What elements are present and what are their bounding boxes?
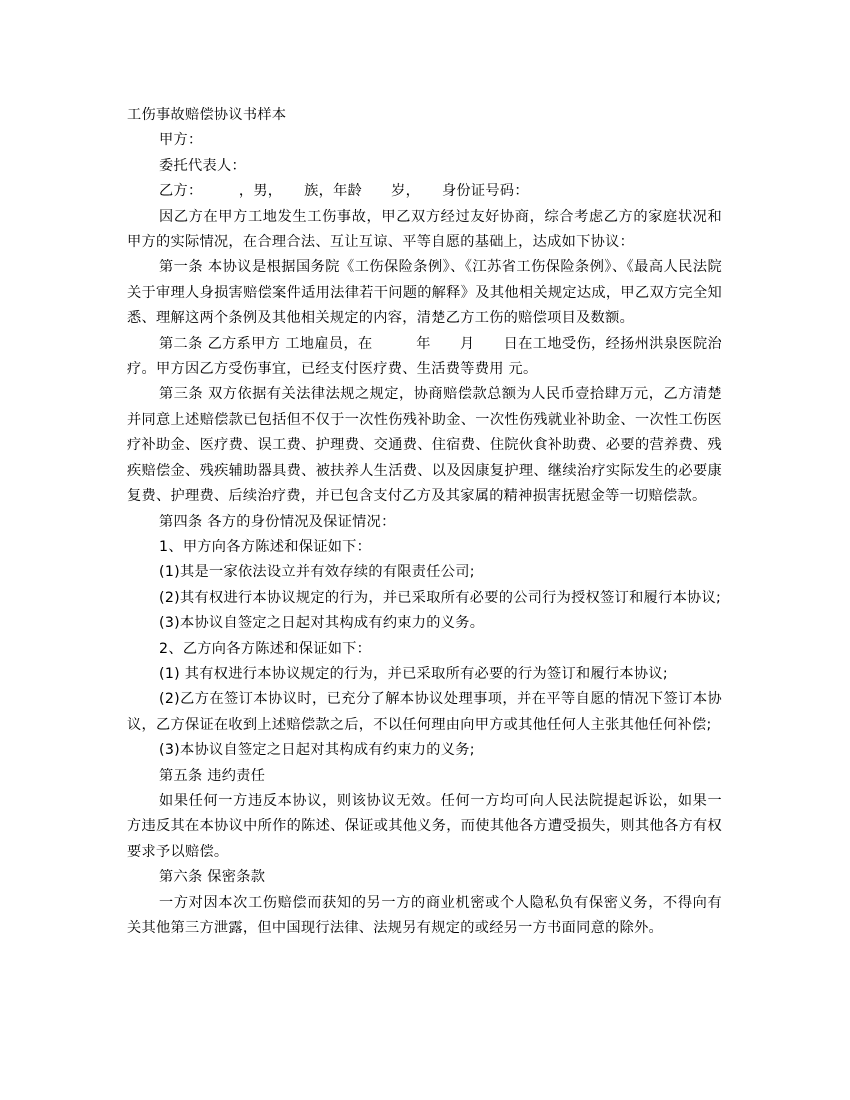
article-6-body: 一方对因本次工伤赔偿而获知的另一方的商业机密或个人隐私负有保密义务，不得向有关其他第三方泄露，但中国现行法律、法规另有规定的或经另一方书面同意的除外。 [127, 894, 722, 936]
article-2: 第二条 乙方系甲方 工地雇员，在 年 月 日在工地受伤，经扬州洪泉医院治疗。甲方因乙方受伤事宜，已经支付医疗费、生活费等费用 元。 [127, 335, 722, 378]
party-b-line: 乙方： ，男， 族，年龄 岁， 身份证号码： [159, 183, 529, 200]
article-3: 第三条 双方依据有关法律法规之规定，协商赔偿款总额为人民币壹拾肆万元，乙方清楚并同意上述赔偿款已包括但不仅于一次性伤残补助金、一次性伤残就业补助金、一次性工伤医疗补助金、医疗费、误工费、护理费、交通费、住宿费、住院伙食补助费、必要的营养费、残疾赔偿金、残疾辅助器具费、被扶养人生活费、以及因康复护理、继续治疗实际发生的必要康复费、护理费、后续治疗费，并已包含支付乙方及其家属的精神损害抚慰金等一切赔偿款。 [127, 386, 722, 505]
party-a-warranty-1: (1)其是一家依法设立并有效存续的有限责任公司; [159, 564, 475, 581]
preamble-paragraph: 因乙方在甲方工地发生工伤事故，甲乙双方经过友好协商，综合考虑乙方的家庭状况和甲方的实际情况，在合理合法、互让互谅、平等自愿的基础上，达成如下协议： [127, 208, 722, 251]
party-a-warranty-heading: 1、甲方向各方陈述和保证如下： [159, 538, 372, 555]
article-5-heading: 第五条 违约责任 [159, 767, 266, 784]
party-b-warranty-2: (2)乙方在签订本协议时，已充分了解本协议处理事项，并在平等自愿的情况下签订本协议，乙方保证在收到上述赔偿款之后，不以任何理由向甲方或其他任何人主张其他任何补偿; [127, 691, 722, 733]
document-title: 工伤事故赔偿协议书样本 [127, 107, 287, 123]
article-1: 第一条 本协议是根据国务院《工伤保险条例》、《江苏省工伤保险条例》、《最高人民法院关于审理人身损害赔偿案件适用法律若干问题的解释》及其他相关规定达成，甲乙双方完全知悉、理解这两个条例及其他相关规定的内容，清楚乙方工伤的赔偿项目及数额。 [127, 259, 722, 327]
article-5-body: 如果任何一方违反本协议，则该协议无效。任何一方均可向人民法院提起诉讼，如果一方违反其在本协议中所作的陈述、保证或其他义务，而使其他各方遭受损失，则其他各方有权要求予以赔偿。 [127, 792, 722, 860]
party-a-warranty-2: (2)其有权进行本协议规定的行为，并已采取所有必要的公司行为授权签订和履行本协议; [159, 589, 722, 606]
party-a-warranty-3: (3)本协议自签定之日起对其构成有约束力的义务。 [159, 615, 485, 632]
party-b-warranty-1: (1) 其有权进行本协议规定的行为，并已采取所有必要的行为签订和履行本协议; [159, 665, 668, 682]
representative-line: 委托代表人： [159, 157, 246, 174]
article-4-heading: 第四条 各方的身份情况及保证情况： [159, 513, 396, 530]
article-6-heading: 第六条 保密条款 [159, 869, 266, 886]
document-body [127, 103, 722, 941]
party-a-line: 甲方： [159, 132, 203, 149]
party-b-warranty-heading: 2、乙方向各方陈述和保证如下： [159, 640, 372, 657]
party-b-warranty-3: (3)本协议自签定之日起对其构成有约束力的义务; [159, 742, 475, 759]
